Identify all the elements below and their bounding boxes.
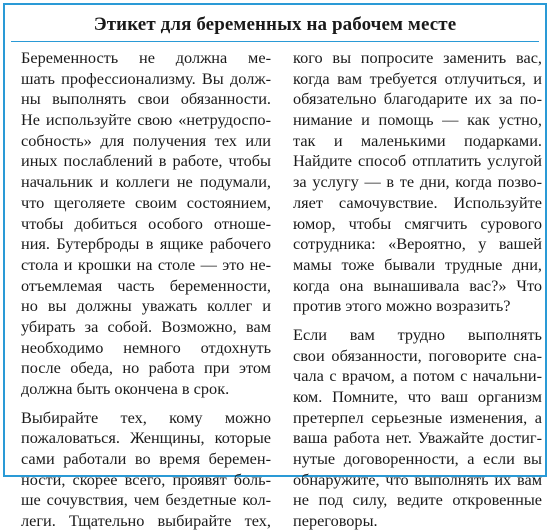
text-line: против этого можно возразить? <box>293 296 511 316</box>
text-line: чала с врачом, а потом с начальни- <box>293 366 542 386</box>
paragraph-gap <box>293 317 542 325</box>
text-line: начальник и коллеги не подумали, <box>21 172 271 192</box>
text-line: Выбирайте тех, кому можно <box>21 407 271 427</box>
title-divider <box>11 41 539 42</box>
text-line: ше сочувствия, чем бездетные кол- <box>21 490 271 510</box>
article-frame <box>3 3 547 531</box>
text-line: не под силу, ведите откровенные <box>293 490 542 510</box>
text-line: пожаловаться. Женщины, которые <box>21 428 271 448</box>
left-column <box>21 48 271 532</box>
text-line: отъемлемая часть беременности, <box>21 275 271 295</box>
text-line: кого вы попросите заменить вас, <box>293 48 542 67</box>
text-line: переговоры. <box>293 511 378 531</box>
text-line: ляет самочувствие. Используйте <box>293 192 542 212</box>
text-line: стола и крошки на столе — это не- <box>21 254 271 274</box>
text-line: Не используйте свою «нетрудоспо- <box>21 110 271 130</box>
right-column <box>293 48 542 532</box>
text-line: сотрудника: «Вероятно, у вашей <box>293 234 542 254</box>
text-line: мамы тоже бывали трудные дни, <box>293 254 542 274</box>
text-line: за услугу — в те дни, когда позво- <box>293 172 542 192</box>
text-line: иных послаблений в работе, чтобы <box>21 151 271 171</box>
text-line: после обеда, но работа при этом <box>21 358 271 378</box>
text-line: но вы должны уважать коллег и <box>21 296 271 316</box>
text-line: когда она вынашивала вас?» Что <box>293 275 542 295</box>
text-line: Найдите способ отплатить услугой <box>293 151 542 171</box>
text-line: собность» для получения тех или <box>21 130 271 150</box>
text-line: чтобы добиться особого отноше- <box>21 213 271 233</box>
text-line: шать профессионализму. Вы долж- <box>21 68 271 88</box>
text-line: ности, скорее всего, проявят боль- <box>21 469 271 489</box>
text-line: претерпел серьезные изменения, а <box>293 407 542 427</box>
paragraph-gap <box>21 400 271 408</box>
text-line: обязательно благодарите их за по- <box>293 89 542 109</box>
text-line: сами работали во время беремен- <box>21 449 271 469</box>
text-line: когда вам требуется отлучиться, и <box>293 68 542 88</box>
text-line: свои обязанности, поговорите сна- <box>293 345 542 365</box>
text-line: юмор, чтобы смягчить сурового <box>293 213 542 233</box>
text-line: так и маленькими подарками. <box>293 130 542 150</box>
text-line: что щеголяете своим состоянием, <box>21 192 271 212</box>
text-line: обнаружите, что выполнять их вам <box>293 469 542 489</box>
text-line: Если вам трудно выполнять <box>293 324 542 344</box>
text-line: ком. Помните, что ваш организм <box>293 387 542 406</box>
text-line: нутые договоренности, а если вы <box>293 449 542 469</box>
text-line: ваша работа нет. Уважайте достиг- <box>293 428 542 448</box>
text-line: должна быть окончена в срок. <box>21 379 230 398</box>
text-line: убирать за собой. Возможно, вам <box>21 316 271 336</box>
text-line: леги. Тщательно выбирайте тех, <box>21 511 271 531</box>
article-title: Этикет для беременных на рабочем месте <box>93 14 457 35</box>
text-line: необходимо немного отдохнуть <box>21 337 271 357</box>
text-line: ния. Бутерброды в ящике рабочего <box>21 234 271 254</box>
text-line: Беременность не должна ме- <box>21 48 271 67</box>
text-line: ны выполнять свои обязанности. <box>21 89 271 109</box>
text-line: нимание и помощь — как устно, <box>293 110 542 130</box>
